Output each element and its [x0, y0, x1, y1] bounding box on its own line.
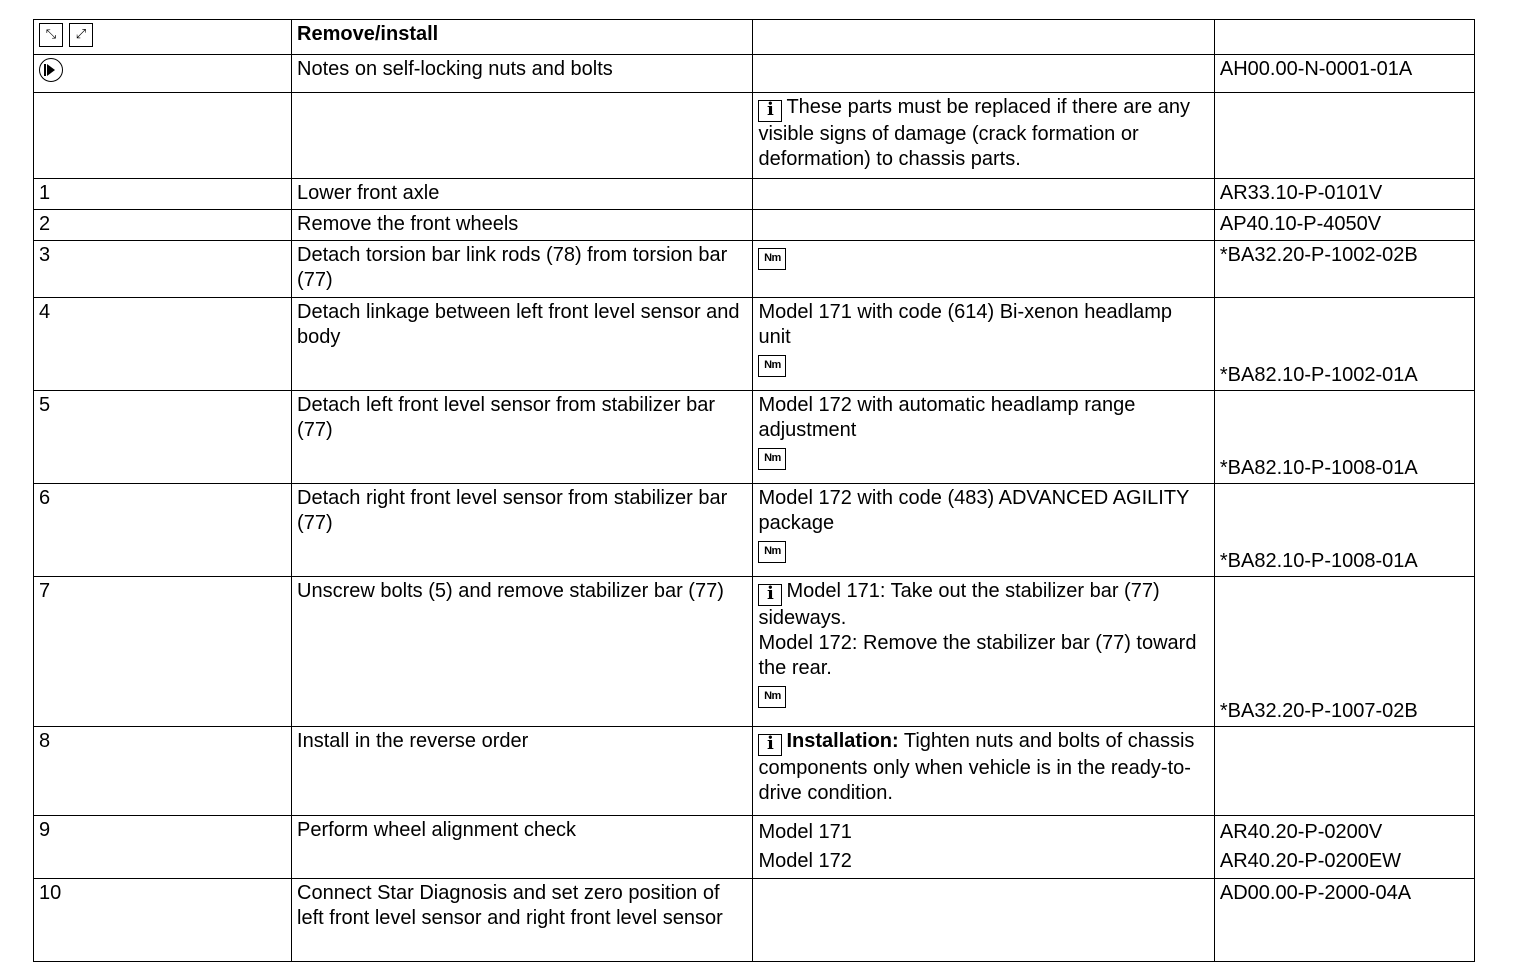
step-action: Install in the reverse order — [292, 727, 753, 816]
torque-icon[interactable]: Nm — [758, 448, 786, 470]
table-row — [34, 298, 1475, 391]
step-number: 10 — [34, 879, 292, 962]
step-note: Tighten nuts and bolts of chassis components only when vehicle is in the ready-to-drive condition. — [758, 730, 1195, 804]
notes-row — [34, 55, 1475, 93]
torque-icon[interactable]: Nm — [758, 686, 786, 708]
step-note: Model 171 — [758, 821, 852, 843]
step-note: Model 172 with code (483) ADVANCED AGILITY package — [758, 487, 1190, 534]
step-number: 3 — [34, 241, 292, 298]
section-title: Remove/install — [292, 20, 753, 55]
step-number: 1 — [34, 179, 292, 210]
step-action: Unscrew bolts (5) and remove stabilizer bar (77) — [292, 577, 753, 727]
step-action: Detach left front level sensor from stabilizer bar (77) — [292, 391, 753, 484]
header-empty-cell — [753, 20, 1214, 55]
notes-empty-cell — [753, 55, 1214, 93]
step-number: 4 — [34, 298, 292, 391]
notes-icon-cell — [34, 55, 292, 93]
table-row — [34, 577, 1475, 727]
step-note: Model 171 with code (614) Bi-xenon headlamp unit — [758, 301, 1173, 348]
step-number: 5 — [34, 391, 292, 484]
procedure-table — [33, 19, 1475, 962]
info-icon: i — [758, 734, 782, 756]
info-text: These parts must be replaced if there are any visible signs of damage (crack formation or deformation) to chassis parts. — [758, 96, 1190, 170]
step-action: Perform wheel alignment check — [292, 816, 753, 879]
step-ref-link[interactable]: *BA32.20-P-1002-02B — [1214, 241, 1474, 298]
step-number: 6 — [34, 484, 292, 577]
torque-icon[interactable]: Nm — [758, 541, 786, 563]
step-ref-link[interactable]: *BA82.10-P-1008-01A — [1219, 457, 1418, 479]
step-action: Remove the front wheels — [292, 210, 753, 241]
installation-label: Installation: — [786, 730, 899, 752]
table-row — [34, 484, 1475, 577]
step-number: 9 — [34, 816, 292, 879]
torque-icon[interactable]: Nm — [758, 355, 786, 377]
notes-text: Notes on self-locking nuts and bolts — [292, 55, 753, 93]
table-row — [34, 391, 1475, 484]
step-number: 8 — [34, 727, 292, 816]
step-ref-link[interactable]: *BA82.10-P-1008-01A — [1219, 550, 1418, 572]
notes-ref-link[interactable]: AH00.00-N-0001-01A — [1214, 55, 1474, 93]
table-row — [34, 179, 1475, 210]
step-action: Detach torsion bar link rods (78) from torsion bar (77) — [292, 241, 753, 298]
step-ref-link[interactable]: AR33.10-P-0101V — [1214, 179, 1474, 210]
step-ref-link[interactable]: *BA82.10-P-1002-01A — [1219, 364, 1418, 386]
step-action: Detach right front level sensor from stabilizer bar (77) — [292, 484, 753, 577]
step-ref-link[interactable]: AP40.10-P-4050V — [1214, 210, 1474, 241]
expand-icon[interactable]: ⤡ — [39, 23, 63, 47]
info-row — [34, 93, 1475, 179]
step-action: Connect Star Diagnosis and set zero position of left front level sensor and right front level sensor — [292, 879, 753, 962]
step-note: Model 172 — [758, 850, 852, 872]
step-ref-link[interactable]: AR40.20-P-0200EW — [1219, 850, 1402, 872]
step-action: Lower front axle — [292, 179, 753, 210]
step-ref-link[interactable]: AR40.20-P-0200V — [1219, 821, 1383, 843]
info-icon: i — [758, 584, 782, 606]
step-note: Model 171: Take out the stabilizer bar (77) sideways. — [758, 580, 1160, 629]
info-icon: i — [758, 100, 782, 122]
collapse-icon[interactable]: ⤢ — [69, 23, 93, 47]
step-note: Model 172 with automatic headlamp range adjustment — [758, 394, 1136, 441]
step-ref-link[interactable]: *BA32.20-P-1007-02B — [1219, 700, 1418, 722]
table-row — [34, 727, 1475, 816]
info-cell — [753, 93, 1214, 179]
table-row — [34, 879, 1475, 962]
step-number: 7 — [34, 577, 292, 727]
notes-icon[interactable] — [39, 58, 63, 82]
header-icons-cell — [34, 20, 292, 55]
torque-icon[interactable]: Nm — [758, 248, 786, 270]
header-row — [34, 20, 1475, 55]
table-row — [34, 816, 1475, 879]
step-note: Model 172: Remove the stabilizer bar (77) toward the rear. — [758, 632, 1197, 679]
step-number: 2 — [34, 210, 292, 241]
header-empty-cell — [1214, 20, 1474, 55]
step-action: Detach linkage between left front level sensor and body — [292, 298, 753, 391]
step-ref-link[interactable]: AD00.00-P-2000-04A — [1214, 879, 1474, 962]
table-row — [34, 210, 1475, 241]
table-row — [34, 241, 1475, 298]
